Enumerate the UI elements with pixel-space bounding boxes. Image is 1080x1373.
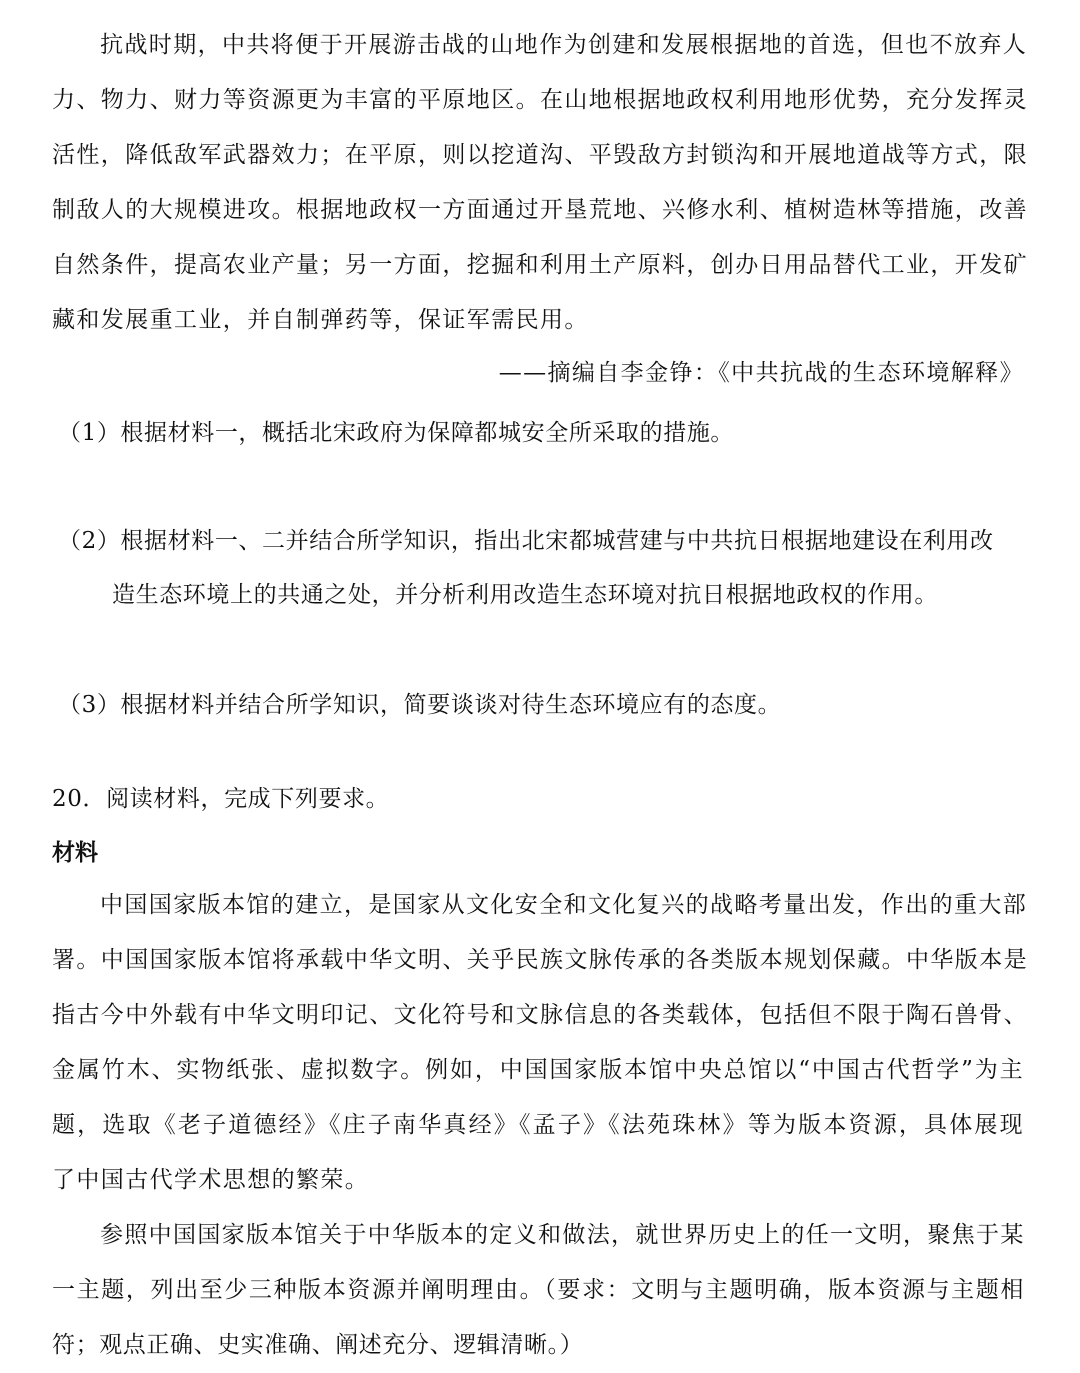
material-two-line-2: 力、物力、财力等资源更为丰富的平原地区。在山地根据地政权利用地形优势，充分发挥灵	[52, 87, 1028, 113]
material-line-2: 署。中国国家版本馆将承载中华文明、关乎民族文脉传承的各类版本规划保藏。中华版本是	[52, 947, 1028, 973]
material-two-line-3: 活性，降低敌军武器效力；在平原，则以挖道沟、平毁敌方封锁沟和开展地道战等方式，限	[52, 142, 1028, 168]
question-2-line-1: （2）根据材料一、二并结合所学知识，指出北宋都城营建与中共抗日根据地建设在利用改	[58, 528, 994, 554]
task-line-2: 一主题，列出至少三种版本资源并阐明理由。（要求：文明与主题明确，版本资源与主题相	[52, 1277, 1024, 1303]
task-line-3: 符；观点正确、史实准确、阐述充分、逻辑清晰。）	[52, 1332, 584, 1358]
question-1: （1）根据材料一，概括北宋政府为保障都城安全所采取的措施。	[58, 420, 735, 446]
material-two-line-1: 抗战时期，中共将便于开展游击战的山地作为创建和发展根据地的首选，但也不放弃人	[100, 32, 1028, 58]
question-20-task-paragraph	[52, 1208, 1024, 1373]
question-3: （3）根据材料并结合所学知识，简要谈谈对待生态环境应有的态度。	[58, 692, 782, 718]
question-20-material-paragraph	[52, 878, 1028, 1208]
material-two-source: ——摘编自李金铮：《中共抗战的生态环境解释》	[498, 360, 1024, 386]
material-line-3: 指古今中外载有中华文明印记、文化符号和文脉信息的各类载体，包括但不限于陶石兽骨、	[52, 1002, 1028, 1028]
question-20-heading: 20．阅读材料，完成下列要求。	[52, 786, 390, 812]
material-two-line-4: 制敌人的大规模进攻。根据地政权一方面通过开垦荒地、兴修水利、植树造林等措施，改善	[52, 197, 1028, 223]
material-two-paragraph	[52, 18, 1028, 348]
material-two-line-6: 藏和发展重工业，并自制弹药等，保证军需民用。	[52, 307, 589, 333]
material-line-1: 中国国家版本馆的建立，是国家从文化安全和文化复兴的战略考量出发，作出的重大部	[100, 892, 1028, 918]
material-line-4: 金属竹木、实物纸张、虚拟数字。例如，中国国家版本馆中央总馆以“中国古代哲学”为主	[52, 1057, 1024, 1083]
question-2-line-2: 造生态环境上的共通之处，并分析利用改造生态环境对抗日根据地政权的作用。	[112, 582, 938, 608]
material-line-6: 了中国古代学术思想的繁荣。	[52, 1167, 370, 1193]
task-line-1: 参照中国国家版本馆关于中华版本的定义和做法，就世界历史上的任一文明，聚焦于某	[100, 1222, 1024, 1248]
material-line-5: 题，选取《老子道德经》《庄子南华真经》《孟子》《法苑珠林》等为版本资源，具体展现	[52, 1112, 1024, 1138]
material-two-line-5: 自然条件，提高农业产量；另一方面，挖掘和利用土产原料，创办日用品替代工业，开发矿	[52, 252, 1028, 278]
material-label: 材料	[52, 840, 98, 866]
